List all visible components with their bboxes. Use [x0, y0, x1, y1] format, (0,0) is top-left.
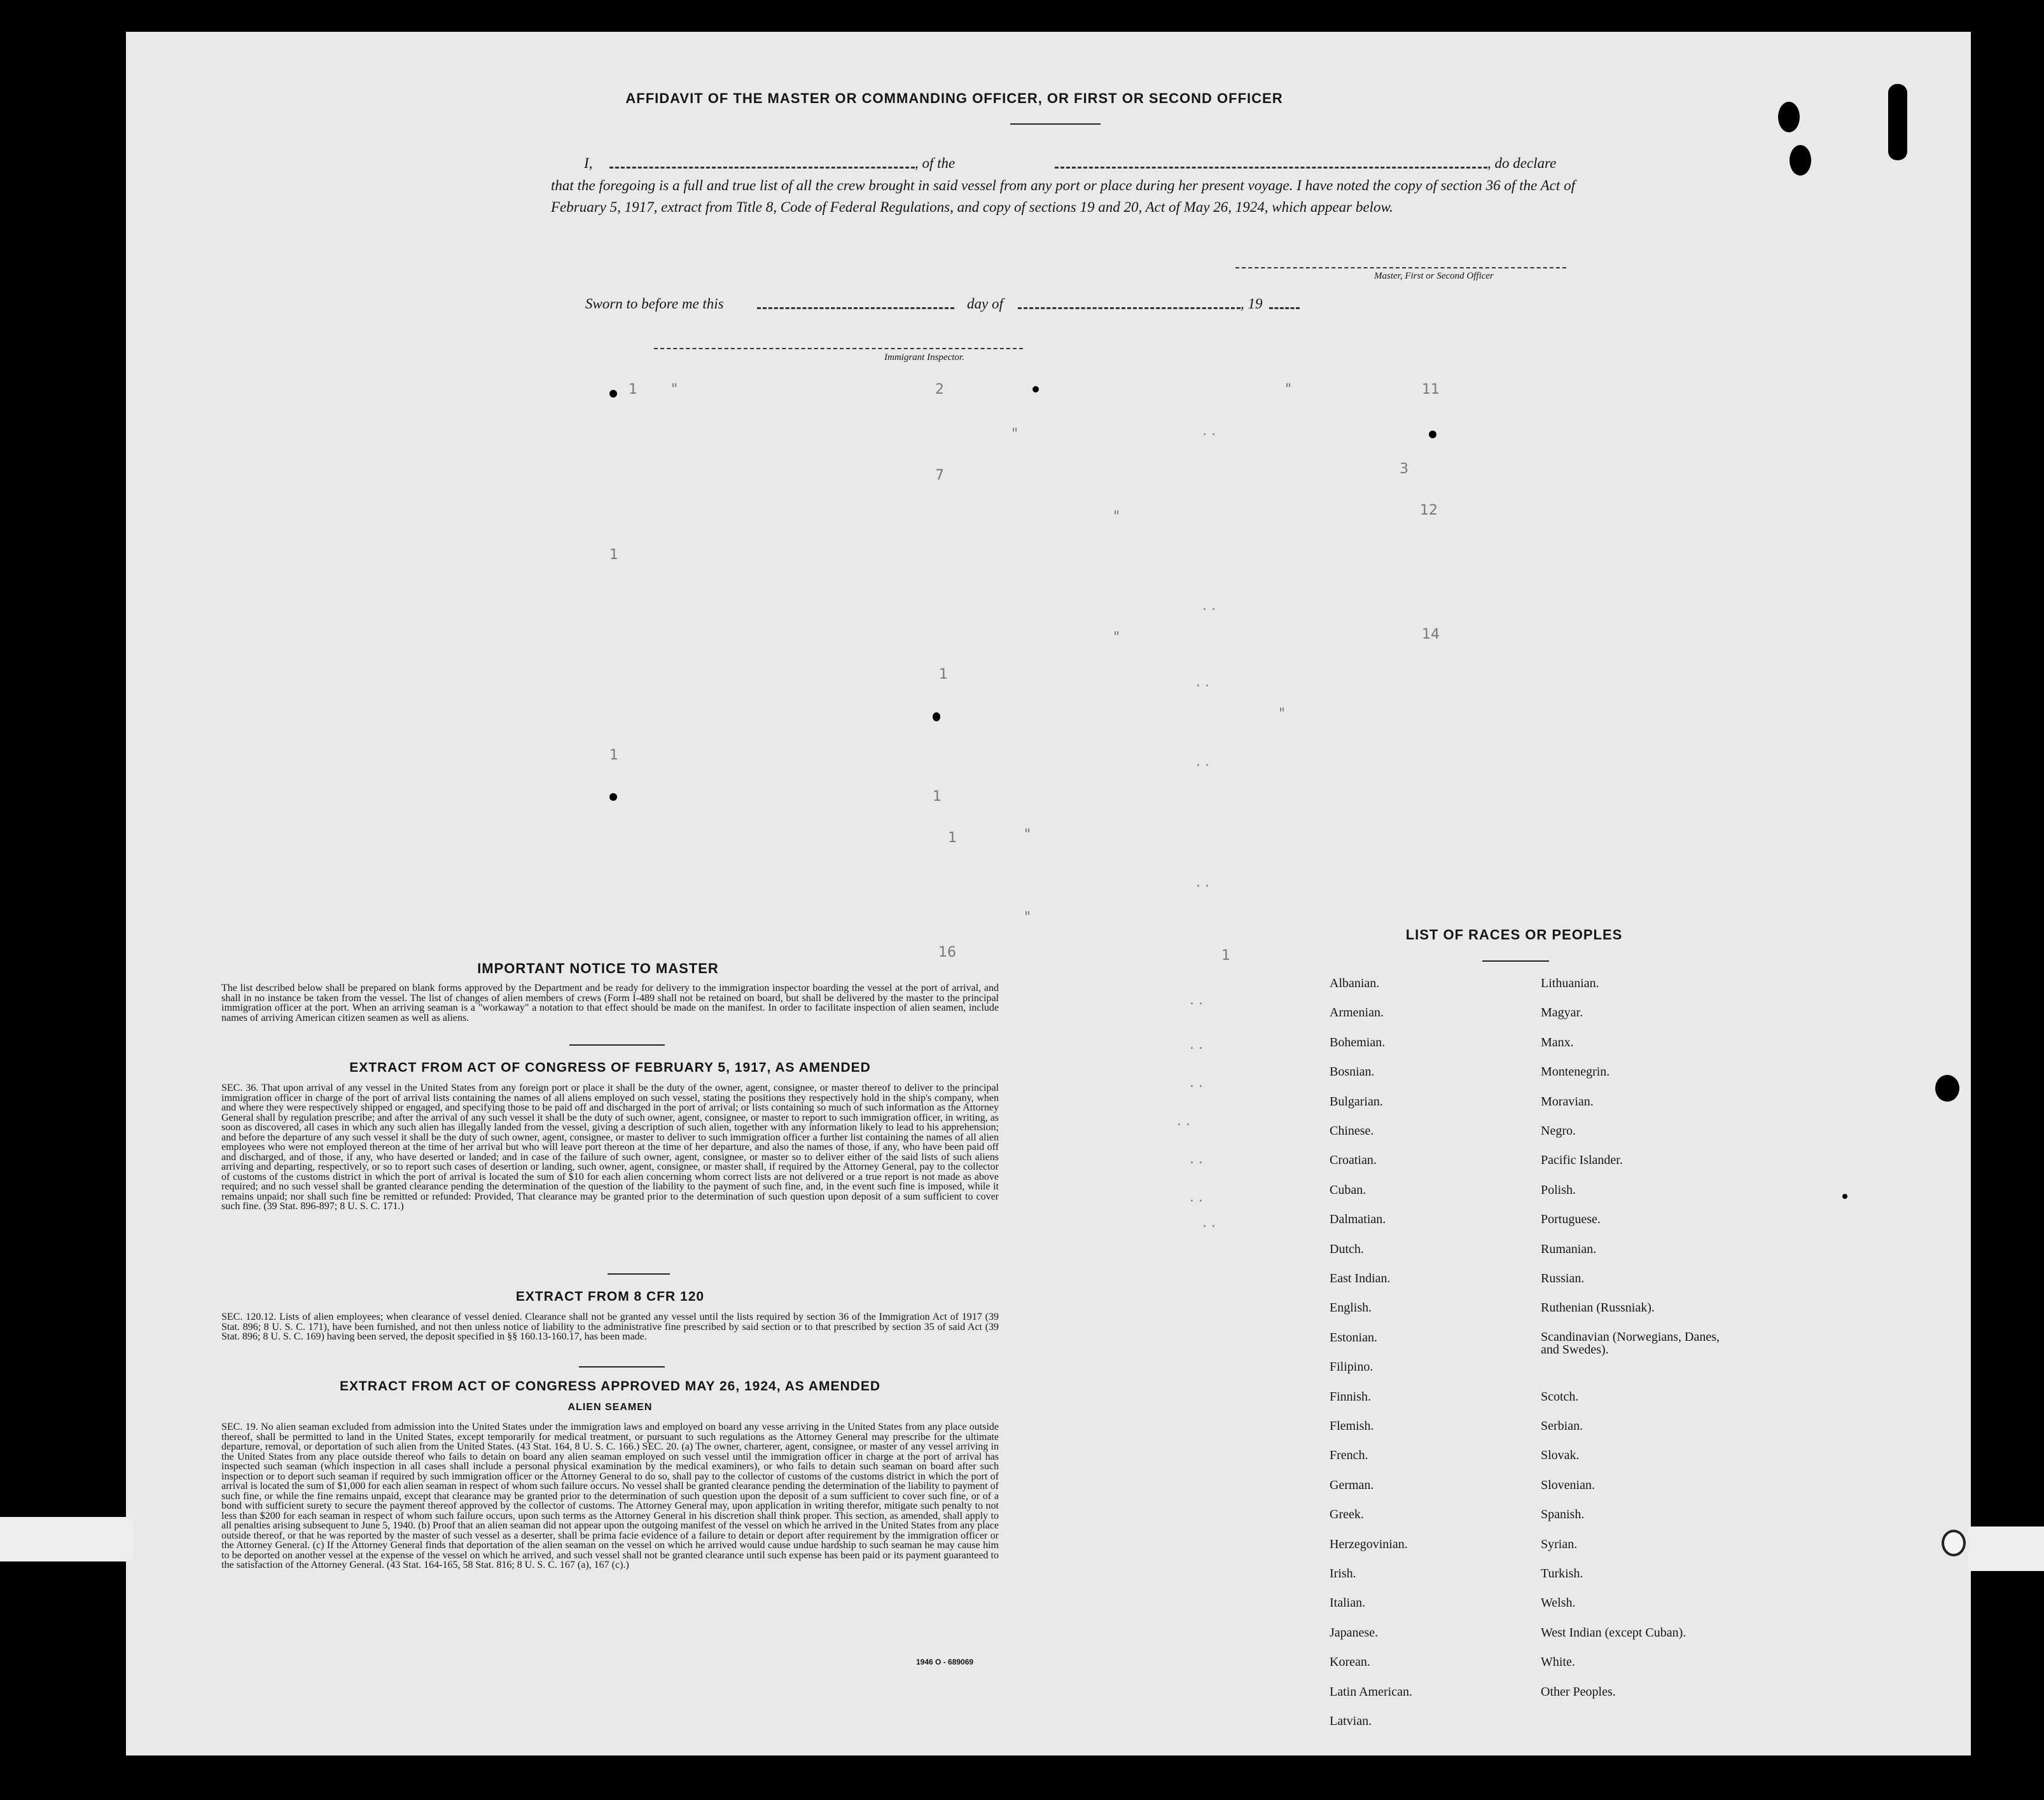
- bleed-mark: 2: [935, 382, 944, 398]
- race-item: East Indian.: [1330, 1271, 1391, 1285]
- punch-hole: [1942, 1530, 1966, 1556]
- extract-1917-rule: [608, 1273, 670, 1275]
- race-item: Lithuanian.: [1541, 976, 1599, 990]
- bleed-mark: . .: [1190, 1189, 1203, 1205]
- day-of-label: day of: [967, 296, 1003, 312]
- bleed-mark: . .: [1190, 992, 1203, 1008]
- declaration-paragraph: that the foregoing is a full and true list of all the crew brought in said vessel from any port or place during her present voyage. I have noted the copy of section 36 of the Act of February 5, 1917, extract from Title 8, Code of Federal Regulations, and copy of sections 19 and 20, Act of May 26, 1924, which appear below.: [551, 177, 1575, 215]
- race-item: Japanese.: [1330, 1625, 1379, 1640]
- race-item: Negro.: [1541, 1124, 1576, 1138]
- year-label: , 19: [1241, 296, 1263, 312]
- race-item: Latin American.: [1330, 1684, 1412, 1699]
- race-item: Korean.: [1330, 1655, 1370, 1670]
- bleed-mark: . .: [1196, 674, 1209, 690]
- extract-1917-text: SEC. 36. That upon arrival of any vessel in the United States from any foreign port or place it shall be the duty of the owner, agent, consignee, or master thereof to deliver to the principal immigration officer in charge of the port of arrival lists containing the names of all aliens employed on such vessel, stating the positions they respectively hold in the ship's company, when and where they were respectively shipped or engaged, and specifying those to be paid off and discharged in the port of arrival; or lists containing so much of such information as the Attorney General shall by regulation prescribe; and after the arrival of any such vessel it shall be the duty of such owner, agent, consignee, or master to report to such immigration officer, in writing, as soon as discovered, all cases in which any such alien has illegally landed from the vessel, giving a description of such alien, together with any information likely to lead to his apprehension; and before the departure of any such vessel it shall be the duty of such owner, agent, consignee, or master to deliver to such immigration officer a further list containing the names of all alien employees who were not employed thereon at the time of her arrival but who will leave port thereon at the time of her departure, and also the names of those, if any, who have been paid off and discharged, and of those, if any, who have deserted or landed; and in case of the failure of such owner, agent, consignee, or master so to deliver either of the said lists of such aliens arriving and departing, respectively, or so to report such cases of desertion or landing, such owner, agent, consignee, or master shall, if required by the Attorney General, pay to the collector of customs of the customs district in which the port of arrival is located the sum of $10 for each alien concerning whom correct lists are not delivered or a true report is not made as above required; and no such vessel shall be granted clearance pending the determination of the question of the liability to the payment of such fine, and, in the event such fine is imposed, while it remains unpaid; nor shall such fine be remitted or refunded: Provided, That clearance may be granted prior to the determination of such question upon deposit of a sum sufficient to cover such fine. (39 Stat. 896-897; 8 U. S. C. 171.): [221, 1083, 999, 1212]
- bleed-mark: ": [1285, 382, 1292, 398]
- race-item: English.: [1330, 1301, 1372, 1315]
- of-the-label: , of the: [915, 155, 956, 171]
- right-tab: [1969, 1527, 2044, 1571]
- inspector-signature-line: [654, 348, 1023, 349]
- race-item: Chinese.: [1330, 1124, 1374, 1138]
- bleed-mark: ": [1113, 630, 1120, 646]
- bleed-mark: . .: [1190, 1151, 1203, 1167]
- ink-dot: [609, 793, 617, 801]
- name-blank[interactable]: [609, 155, 915, 169]
- race-item: Bulgarian.: [1330, 1094, 1383, 1109]
- race-item: Cuban.: [1330, 1182, 1366, 1197]
- ink-blot: [1935, 1075, 1959, 1102]
- race-item: Rumanian.: [1541, 1242, 1597, 1256]
- race-item: German.: [1330, 1478, 1374, 1492]
- bleed-mark: 7: [935, 467, 944, 483]
- bleed-mark: 1: [1221, 948, 1230, 964]
- bleed-mark: 14: [1422, 627, 1440, 642]
- race-item: Syrian.: [1541, 1537, 1578, 1551]
- sworn-label: Sworn to before me this: [585, 296, 724, 312]
- ink-dot: [933, 712, 940, 721]
- vessel-blank[interactable]: [1055, 155, 1487, 169]
- ink-blot: [1790, 145, 1811, 176]
- bleed-mark: . .: [1190, 1037, 1203, 1053]
- race-item: Croatian.: [1330, 1153, 1377, 1168]
- race-item: Dutch.: [1330, 1242, 1364, 1256]
- race-item: Armenian.: [1330, 1006, 1384, 1020]
- bleed-mark: 1: [629, 382, 637, 398]
- ink-dot: [609, 390, 617, 398]
- bleed-mark: 1: [933, 789, 942, 805]
- bleed-mark: 1: [948, 830, 957, 846]
- bleed-mark: . .: [1202, 1215, 1216, 1231]
- bleed-mark: 3: [1400, 461, 1408, 477]
- race-item: Moravian.: [1541, 1094, 1594, 1109]
- race-item: Herzegovinian.: [1330, 1537, 1408, 1551]
- bleed-mark: ": [1279, 706, 1286, 722]
- extract-cfr-rule: [579, 1366, 665, 1367]
- notice-text: The list described below shall be prepared on blank forms approved by the Department and be ready for delivery to the immigration inspector boarding the vessel at the port of arrival, and shall in no instance be taken from the vessel. The list of changes of alien members of crews (Form I-489 shall not be retained on board, but shall be delivered by the master to the principal immigration officer at the port. When an arriving seaman is a "workaway" a notation to that effect should be made on the manifest. In order to facilitate inspection of alien seamen, include names of arriving American citizen seamen as well as aliens.: [221, 983, 999, 1023]
- bleed-mark: . .: [1190, 1075, 1203, 1091]
- race-item: Serbian.: [1541, 1419, 1583, 1433]
- race-item: Portuguese.: [1541, 1212, 1601, 1227]
- bleed-mark: 16: [938, 945, 956, 960]
- race-item: Scandinavian (Norwegians, Danes, and Swedes).: [1541, 1329, 1720, 1357]
- extract-1924-title: EXTRACT FROM ACT OF CONGRESS APPROVED MAY 26, 1924, AS AMENDED: [339, 1379, 881, 1394]
- declare-label: , do declare: [1487, 155, 1557, 171]
- ink-dot: [1032, 386, 1039, 392]
- bleed-mark: ": [1024, 910, 1031, 925]
- inspector-caption: Immigrant Inspector.: [884, 352, 964, 363]
- title-rule: [1010, 123, 1101, 125]
- race-item: Polish.: [1541, 1182, 1576, 1197]
- race-item: Bosnian.: [1330, 1065, 1375, 1079]
- race-item: West Indian (except Cuban).: [1541, 1625, 1686, 1640]
- affidavit-title: AFFIDAVIT OF THE MASTER OR COMMANDING OFFICER, OR FIRST OR SECOND OFFICER: [625, 90, 1283, 106]
- bleed-mark: ": [1113, 509, 1120, 525]
- race-item: Welsh.: [1541, 1596, 1576, 1610]
- race-item: Albanian.: [1330, 976, 1380, 990]
- race-item: Manx.: [1541, 1035, 1574, 1049]
- bleed-mark: 1: [609, 747, 618, 763]
- left-tab: [0, 1517, 134, 1561]
- race-item: Irish.: [1330, 1567, 1356, 1581]
- race-item: Pacific Islander.: [1541, 1153, 1623, 1168]
- bleed-mark: . .: [1196, 754, 1209, 770]
- race-item: Greek.: [1330, 1507, 1364, 1522]
- master-signature-line: [1235, 267, 1566, 268]
- bleed-mark: ": [1012, 426, 1019, 442]
- bleed-mark: 1: [939, 667, 948, 682]
- race-item: Ruthenian (Russniak).: [1541, 1301, 1655, 1315]
- notice-title: IMPORTANT NOTICE TO MASTER: [477, 960, 719, 976]
- race-item: Spanish.: [1541, 1507, 1585, 1522]
- print-code: 1946 O - 689069: [916, 1658, 974, 1666]
- race-item: Scotch.: [1541, 1389, 1579, 1404]
- race-item: White.: [1541, 1655, 1575, 1670]
- bleed-mark: ": [1024, 827, 1031, 843]
- bleed-mark: . .: [1202, 598, 1216, 614]
- bleed-mark: . .: [1202, 423, 1216, 439]
- ink-blot: [1888, 84, 1907, 160]
- bleed-mark: 1: [609, 547, 618, 563]
- bleed-mark: ": [671, 382, 678, 398]
- race-item: Bohemian.: [1330, 1035, 1386, 1049]
- sworn-day-blank[interactable]: [757, 296, 954, 309]
- race-item: Slovak.: [1541, 1448, 1580, 1463]
- ink-dot: [1429, 431, 1436, 438]
- notice-rule: [569, 1044, 665, 1046]
- race-item: Turkish.: [1541, 1567, 1583, 1581]
- bleed-mark: 12: [1420, 502, 1438, 518]
- race-item: Latvian.: [1330, 1714, 1372, 1728]
- race-item: Russian.: [1541, 1271, 1585, 1285]
- bleed-mark: . .: [1196, 875, 1209, 890]
- race-item: Magyar.: [1541, 1006, 1583, 1020]
- race-item: Flemish.: [1330, 1419, 1374, 1433]
- extract-1917-title: EXTRACT FROM ACT OF CONGRESS OF FEBRUARY 5, 1917, AS AMENDED: [349, 1060, 871, 1075]
- extract-cfr-title: EXTRACT FROM 8 CFR 120: [515, 1289, 705, 1304]
- race-item: French.: [1330, 1448, 1368, 1463]
- extract-1924-subtitle: ALIEN SEAMEN: [567, 1402, 653, 1413]
- race-item: Italian.: [1330, 1596, 1366, 1610]
- ink-dot: [1842, 1194, 1847, 1199]
- extract-1924-text: SEC. 19. No alien seaman excluded from admission into the United States under the immigration laws and employed on board any vesse arriving in the United States from any place outside thereof, shall be permitted to land in the United States, except temporarily for medical treatment, or pursuant to such regulations as the Attorney General may prescribe for the ultimate departure, removal, or deportation of such alien from the United States. (43 Stat. 164, 8 U. S. C. 166.) SEC. 20. (a) The owner, charterer, agent, consignee, or master of any vessel arriving in the United States from any place outside thereof who fails to detain on board any alien seaman employed on such vessel until the immigration officer in charge at the port of arrival has inspected such seaman (which inspection in all cases shall include a personal physical examination by the medical examiners), or who fails to detain such seaman on board after such inspection or to deport such seaman if required by such immigration officer or the Attorney General to do so, shall pay to the collector of customs of the customs district in which the port of arrival is located the sum of $1,000 for each alien seaman in respect of whom such failure occurs. No vessel shall be granted clearance pending the determination of the liability to payment of such fine, or while the fine remains unpaid, except that clearance may be granted prior to the determination of such question upon the deposit of a sum sufficient to cover such fine, or of a bond with sufficient surety to secure the payment thereof approved by the collector of customs. The Attorney General may, upon application in writing therefor, mitigate such penalty to not less than $200 for each seaman in respect of whom such failure occurs, upon such terms as the Attorney General in his discretion shall think proper. This section, as amended, shall apply to all penalties arising subsequent to June 5, 1940. (b) Proof that an alien seaman did not appear upon the outgoing manifest of the vessel on which he arrived in the United States from any place outside thereof, or that he was reported by the master of such vessel as a deserter, shall be prima facie evidence of a failure to detain or deport after requirement by the immigration officer or the Attorney General. (c) If the Attorney General finds that deportation of the alien seaman on the vessel on which he arrived would cause undue hardship to such seaman he may cause him to be deported on another vessel at the expense of the vessel on which he arrived, and such vessel shall not be granted clearance until such expense has been paid or its payment guaranteed to the satisfaction of the Attorney General. (43 Stat. 164-165, 58 Stat. 816; 8 U. S. C. 167 (a), 167 (c).): [221, 1422, 999, 1570]
- race-item: Slovenian.: [1541, 1478, 1595, 1492]
- race-item: Estonian.: [1330, 1330, 1377, 1345]
- extract-cfr-text: SEC. 120.12. Lists of alien employees; when clearance of vessel denied. Clearance shall not be granted any vessel until the lists required by section 36 of the Immigration Act of 1917 (39 Stat. 896; 8 U. S. C. 171), have been furnished, and not then unless notice of liability to the administrative fine prescribed by said section or to that prescribed by section 35 of said Act (39 Stat. 896; 8 U. S. C. 169) having been served, the deposit specified in §§ 160.13-160.17, has been made.: [221, 1312, 999, 1342]
- race-item: Finnish.: [1330, 1389, 1372, 1404]
- races-rule: [1482, 960, 1549, 962]
- race-item: Montenegrin.: [1541, 1065, 1610, 1079]
- race-item: Other Peoples.: [1541, 1684, 1616, 1699]
- i-label: I,: [584, 155, 593, 171]
- race-item: Dalmatian.: [1330, 1212, 1386, 1227]
- bleed-mark: . .: [1177, 1113, 1190, 1129]
- ink-blot: [1778, 102, 1800, 132]
- races-title: LIST OF RACES OR PEOPLES: [1405, 927, 1623, 943]
- race-item: Filipino.: [1330, 1360, 1373, 1374]
- bleed-mark: 11: [1422, 382, 1440, 398]
- master-caption: Master, First or Second Officer: [1374, 271, 1494, 281]
- sworn-month-blank[interactable]: [1018, 296, 1241, 309]
- sworn-year-blank[interactable]: [1269, 296, 1300, 309]
